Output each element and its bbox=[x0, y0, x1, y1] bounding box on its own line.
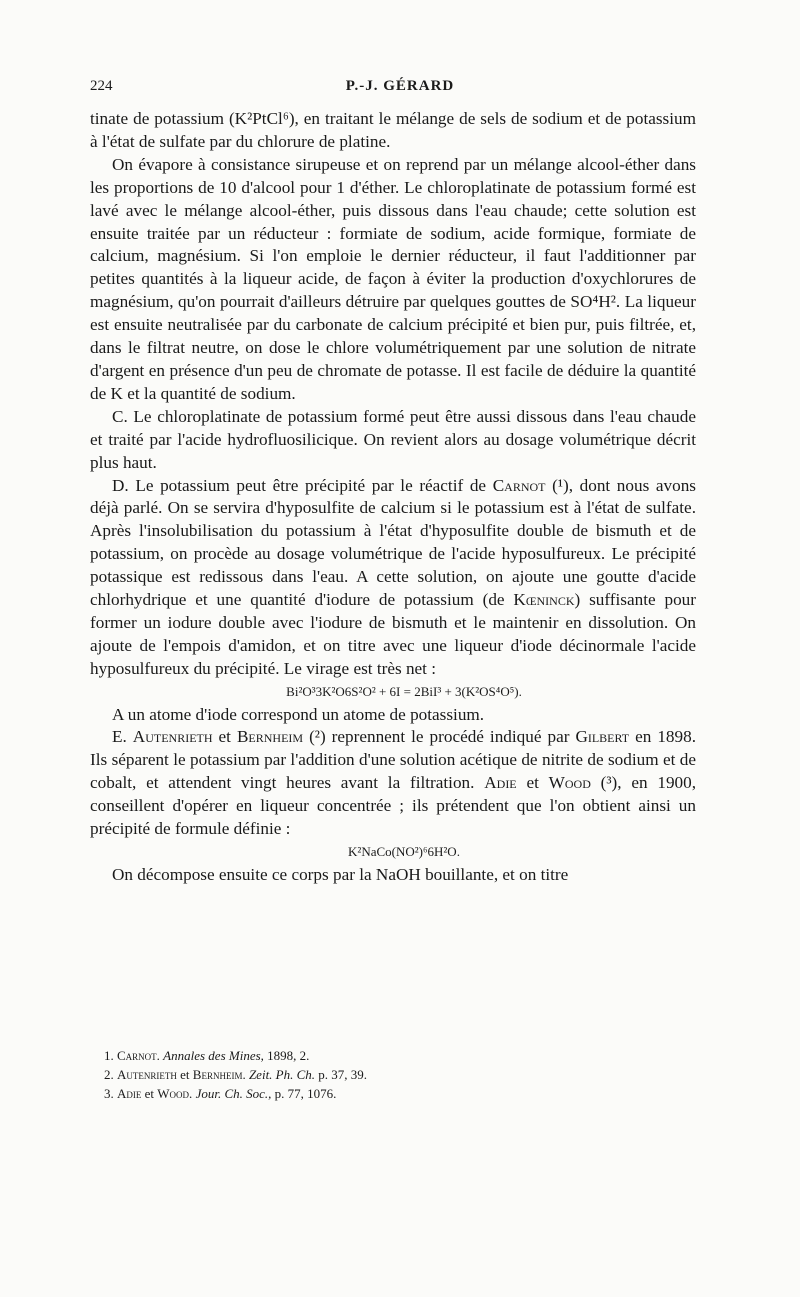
paragraph-6 bbox=[90, 726, 696, 841]
paragraph-7: On décompose ensuite ce corps par la NaOH bouillante, et on titre bbox=[112, 864, 569, 884]
paragraph-4-text: D. Le potassium peut être précipité par le réactif de bbox=[112, 475, 487, 495]
author-koeninck: Kœninck bbox=[513, 590, 575, 610]
paragraph-4-text: (¹), dont nous avons déjà parlé. On se servira d'hyposulfite de calcium si le potassium est à l'état de sulfate. Après l'insolubilisation du potassium à l'état d'hyposulfite double de bismuth et de potassium, on procède au dosage volumétrique de l'acide hyposulfureux. Le précipité potassique est redissous dans l'eau. A cette solution, on ajoute une goutte d'acide chlorhydrique et une quantité d'iodure de potassium (de bbox=[90, 475, 696, 610]
footnote-ref: p. 37, 39. bbox=[318, 1067, 368, 1082]
paragraph-6-text: et bbox=[526, 773, 539, 793]
footnote-author: Carnot. bbox=[117, 1048, 160, 1063]
running-title: P.-J. GÉRARD bbox=[345, 78, 455, 94]
paragraph-4 bbox=[90, 475, 696, 681]
footnote-author: Wood. bbox=[157, 1086, 193, 1101]
paragraph-6-text: (²) reprennent le procédé indiqué par bbox=[309, 727, 570, 747]
paragraph-6-text: (³), en 1900, conseillent d'opérer en liqueur concentrée ; ils prétendent que l'on obtient ainsi un précipité de formule définie : bbox=[90, 773, 697, 839]
author-adie: Adie bbox=[484, 773, 517, 793]
footnote-number: 3. bbox=[104, 1086, 114, 1101]
author-carnot: Carnot bbox=[492, 475, 546, 495]
footnote-2 bbox=[104, 1065, 664, 1084]
footnotes bbox=[104, 1046, 664, 1103]
footnote-3 bbox=[104, 1084, 664, 1103]
footnote-number: 1. bbox=[104, 1048, 114, 1063]
paragraph-6-text: et bbox=[218, 727, 231, 747]
page-header bbox=[90, 78, 710, 100]
footnote-ref: p. 77, 1076. bbox=[274, 1086, 337, 1101]
footnote-conjunction: et bbox=[144, 1086, 155, 1101]
footnote-author: Autenrieth bbox=[117, 1067, 177, 1082]
paragraph-6-text: E. bbox=[112, 727, 127, 747]
author-bernheim: Bernheim bbox=[236, 727, 304, 747]
paragraph-2: On évapore à consistance sirupeuse et on reprend par un mélange alcool-éther dans les proportions de 10 d'alcool pour 1 d'éther. Le chloroplatinate de potassium formé est lavé avec le mélange alcool-éther, puis dissous dans l'eau chaude; cette solution est ensuite traitée par un réducteur : formiate de sodium, acide formique, formiate de calcium, magnésium. Si l'on emploie le dernier réducteur, il faut l'additionner par petites quantités à la liqueur acide, de façon à éviter la production d'oxychlorures de magnésium, qu'on pourrait d'ailleurs détruire par quelques gouttes de SO⁴H². La liqueur est ensuite neutralisée par du carbonate de calcium précipité et bien pur, puis filtrée, et, dans le filtrat neutre, on dose le chlore volumétriquement par une solution de nitrate d'argent en présence d'un peu de chromate de potasse. Il est facile de déduire la quantité de K et la quantité de sodium. bbox=[90, 154, 696, 403]
footnote-author: Adie bbox=[117, 1086, 142, 1101]
footnote-number: 2. bbox=[104, 1067, 114, 1082]
paragraph-5: A un atome d'iode correspond un atome de potassium. bbox=[112, 704, 485, 724]
footnote-author: Bernheim. bbox=[192, 1067, 246, 1082]
paragraph-3: C. Le chloroplatinate de potassium formé peut être aussi dissous dans l'eau chaude et traité par l'acide hydrofluosilicique. On revient alors au dosage volumétrique décrit plus haut. bbox=[90, 406, 696, 472]
footnote-journal: Annales des Mines, bbox=[163, 1048, 264, 1063]
footnote-journal: Zeit. Ph. Ch. bbox=[248, 1067, 316, 1082]
formula-cobalt: K²NaCo(NO²)⁶6H²O. bbox=[348, 844, 460, 859]
footnote-conjunction: et bbox=[180, 1067, 190, 1082]
author-autenrieth: Autenrieth bbox=[132, 727, 213, 747]
page-number: 224 bbox=[90, 78, 113, 94]
body-text bbox=[90, 108, 696, 887]
author-wood: Wood bbox=[548, 773, 591, 793]
footnote-ref: 1898, 2. bbox=[267, 1048, 310, 1063]
paragraph-4-text: ) suffisante pour former un iodure double avec l'iodure de bismuth et le maintenir en dissolution. On ajoute de l'empois d'amidon, et on titre avec une liqueur d'iode décinormale l'acide hyposulfureux du précipité. Le virage est très net : bbox=[90, 590, 696, 678]
paragraph-6-text: en 1898. Ils séparent le potassium par l'addition d'une solution acétique de nitrite de sodium et de cobalt, et attendent vingt heures avant la filtration. bbox=[90, 727, 697, 793]
footnote-1 bbox=[104, 1046, 664, 1065]
footnote-journal: Jour. Ch. Soc., bbox=[195, 1086, 272, 1101]
formula-bismuth: Bi²O³3K²O6S²O² + 6I = 2BiI³ + 3(K²OS⁴O⁵). bbox=[286, 683, 522, 699]
paragraph-1: tinate de potassium (K²PtCl⁶), en traitant le mélange de sels de sodium et de potassium à l'état de sulfate par du chlorure de platine. bbox=[90, 109, 696, 151]
author-gilbert: Gilbert bbox=[575, 727, 630, 747]
